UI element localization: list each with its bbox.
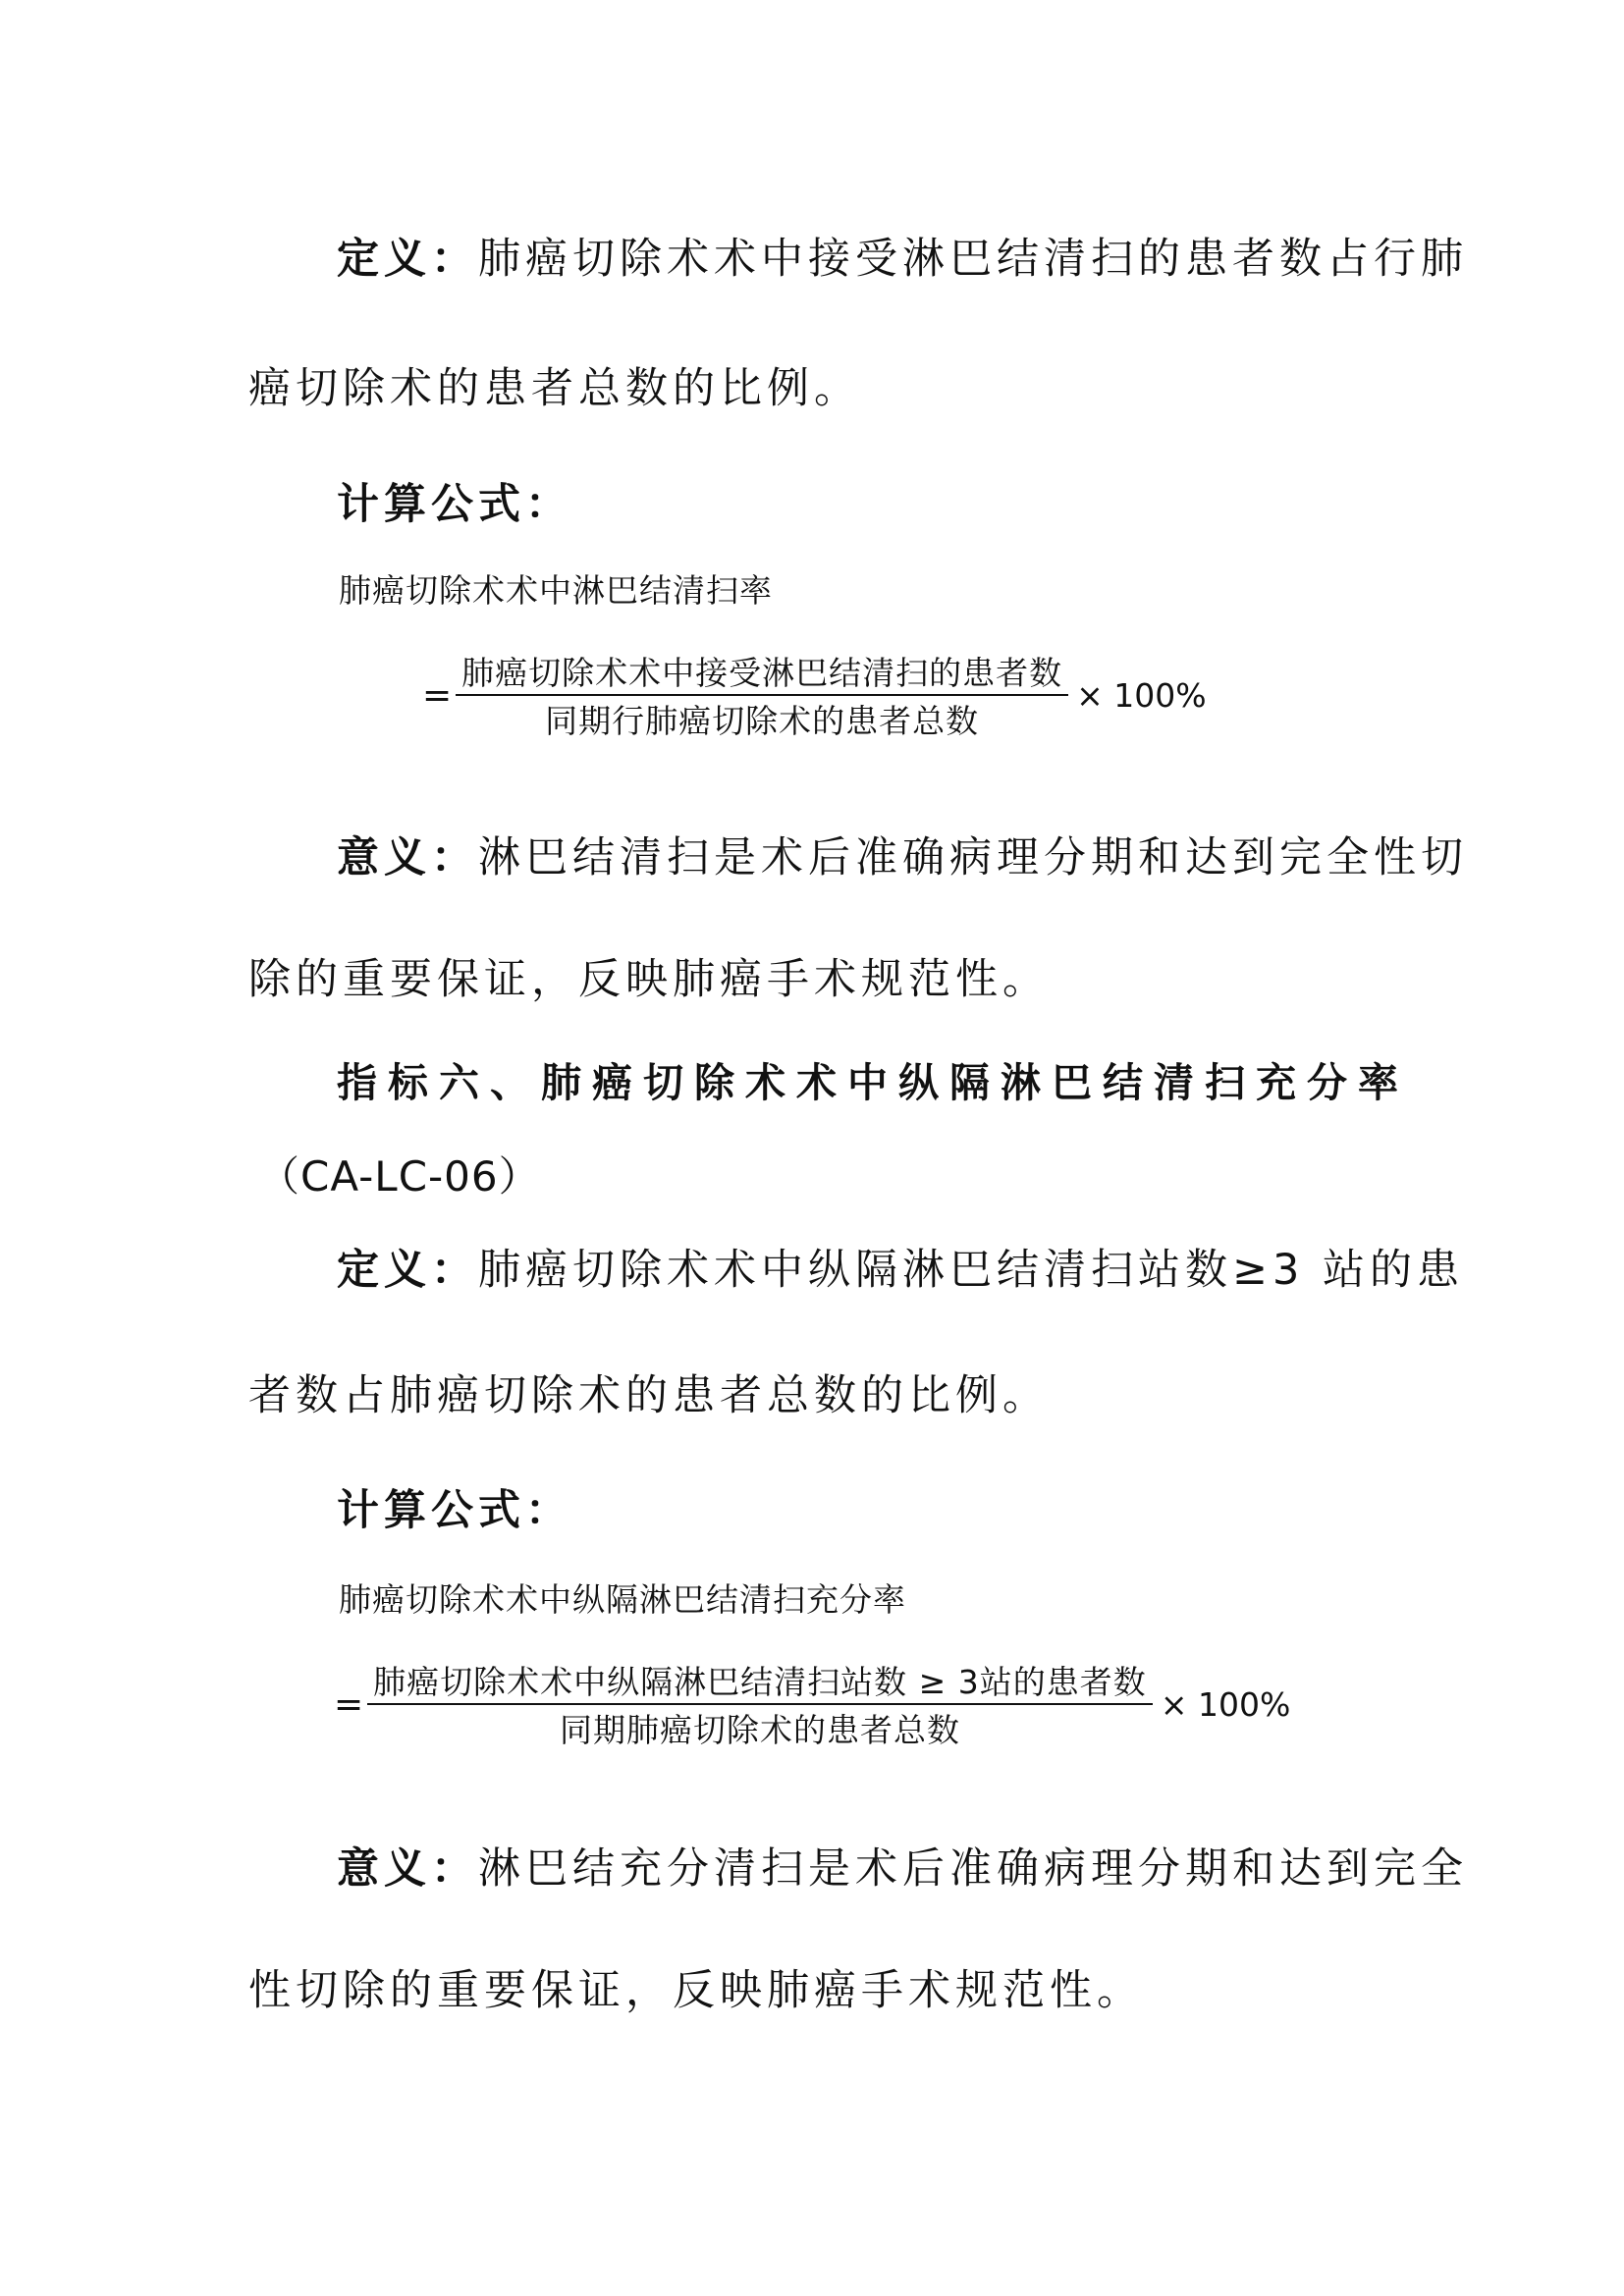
- meaning-text: 性切除的重要保证，反映肺癌手术规范性。: [248, 1966, 1144, 2015]
- formula-equals: =: [334, 1683, 364, 1725]
- definition-line: [248, 355, 861, 415]
- definition-line: [337, 1237, 1464, 1297]
- formula-denominator: 同期肺癌切除术的患者总数: [559, 1711, 960, 1749]
- meaning-line: [337, 1836, 1468, 1896]
- definition-text: 肺癌切除术术中纵隔淋巴结清扫站数≥3 站的患: [478, 1246, 1465, 1295]
- formula-fraction: [422, 648, 1207, 742]
- definition-text: 者数占肺癌切除术的患者总数的比例。: [248, 1371, 1050, 1420]
- meaning-text: 淋巴结充分清扫是术后准确病理分期和达到完全: [478, 1844, 1468, 1894]
- formula-numerator: 肺癌切除术术中接受淋巴结清扫的患者数: [461, 654, 1063, 692]
- meaning-text: 除的重要保证，反映肺癌手术规范性。: [248, 955, 1050, 1004]
- definition-label: 定义：: [337, 235, 478, 284]
- formula-label: 计算公式：: [337, 1486, 572, 1535]
- meaning-line: [337, 825, 1468, 884]
- definition-line: [337, 226, 1468, 286]
- formula-name: 肺癌切除术术中淋巴结清扫率: [339, 571, 773, 610]
- meaning-text: 淋巴结清扫是术后准确病理分期和达到完全性切: [478, 833, 1468, 882]
- meaning-line: [248, 1957, 1144, 2017]
- meaning-line: [248, 946, 1050, 1006]
- definition-label: 定义：: [337, 1246, 478, 1295]
- definition-line: [248, 1362, 1050, 1422]
- meaning-label: 意义：: [337, 1844, 478, 1894]
- meaning-label: 意义：: [337, 833, 478, 882]
- heading-line: 指标六、肺癌切除术术中纵隔淋巴结清扫充分率: [337, 1059, 1409, 1106]
- formula-multiplier: × 100%: [1076, 675, 1207, 715]
- heading-code: （CA-LC-06）: [258, 1152, 541, 1201]
- fraction-body: [456, 648, 1068, 742]
- definition-text: 癌切除术的患者总数的比例。: [248, 364, 861, 413]
- fraction-body: [367, 1657, 1153, 1751]
- formula-numerator: 肺癌切除术术中纵隔淋巴结清扫站数 ≥ 3站的患者数: [373, 1663, 1147, 1701]
- formula-name: 肺癌切除术术中纵隔淋巴结清扫充分率: [339, 1580, 906, 1619]
- formula-fraction: [334, 1657, 1290, 1751]
- formula-multiplier: × 100%: [1160, 1684, 1291, 1724]
- formula-denominator: 同期行肺癌切除术的患者总数: [545, 702, 980, 740]
- formula-equals: =: [422, 674, 453, 716]
- definition-text: 肺癌切除术术中接受淋巴结清扫的患者数占行肺: [478, 235, 1468, 284]
- formula-label: 计算公式：: [337, 480, 572, 529]
